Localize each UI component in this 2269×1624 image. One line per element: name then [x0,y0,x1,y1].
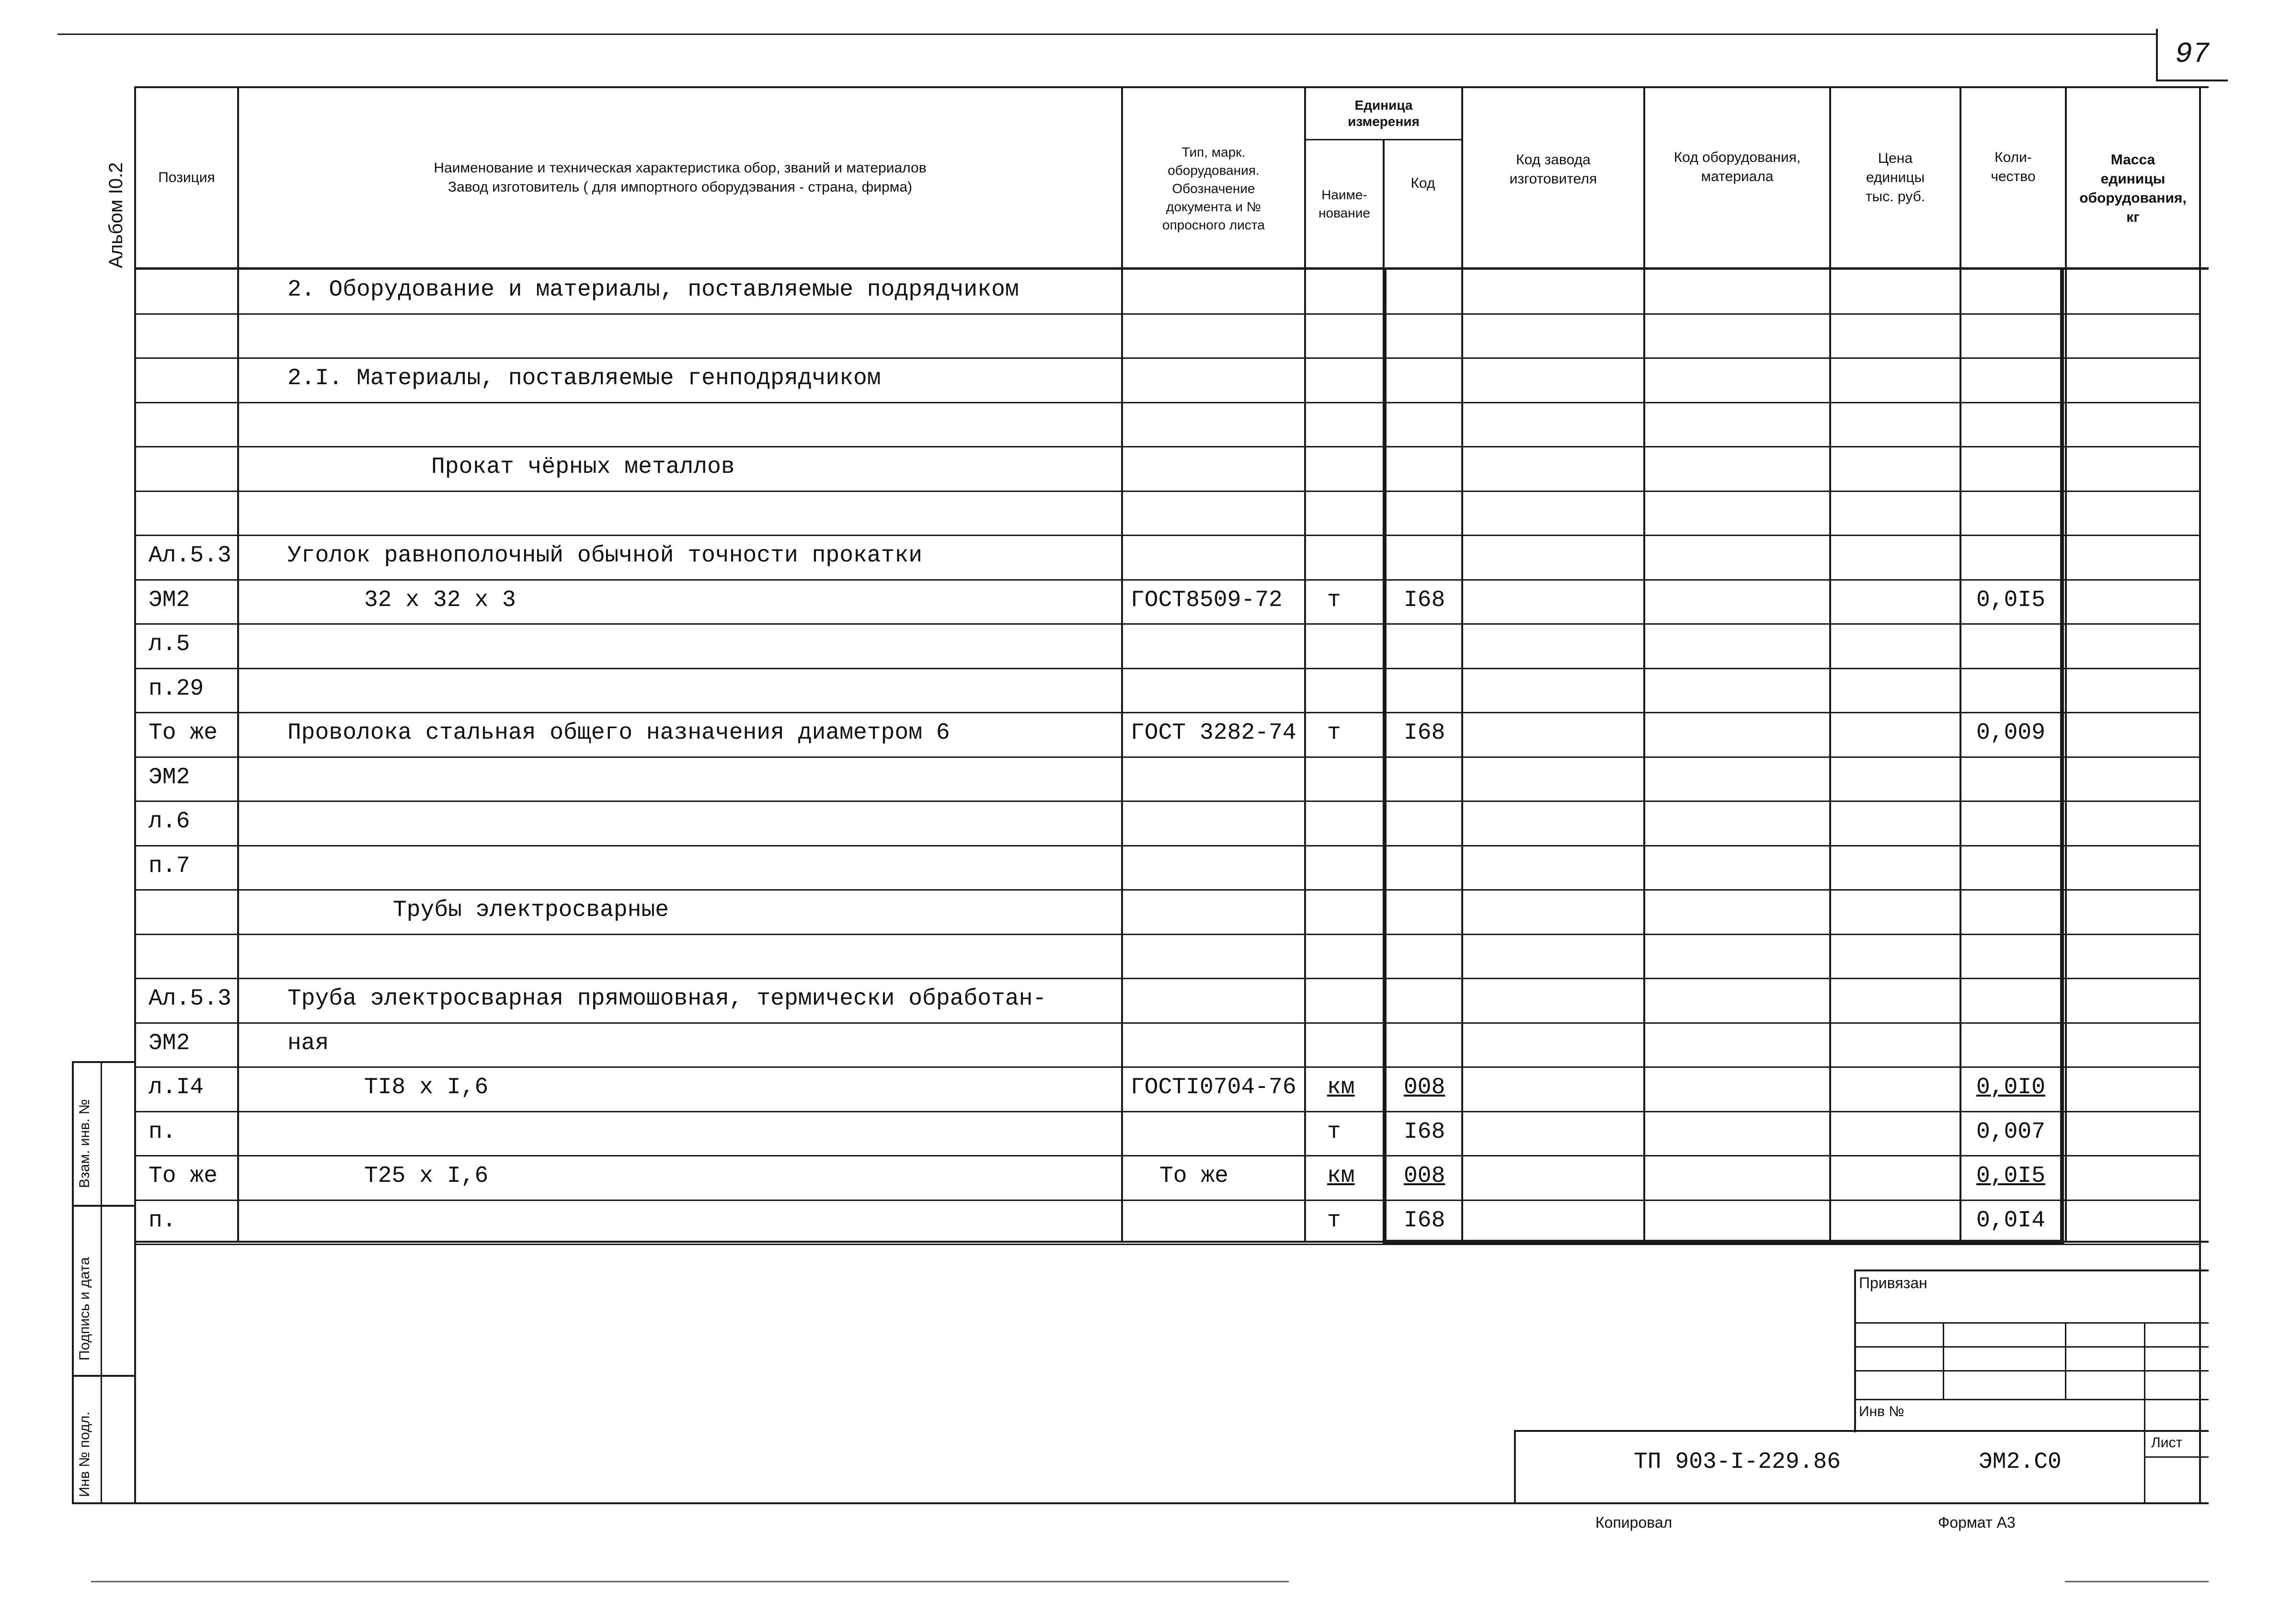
cell-unit: т [1327,1119,1341,1145]
header-unit-code: Код [1410,175,1435,191]
cell-pos: Ал.5.3 [149,986,231,1012]
cell-type: ГОСТ 3282-74 [1131,720,1296,746]
cell-type: ГОСТ8509-72 [1131,587,1283,613]
format-label: Формат А3 [1938,1514,2016,1531]
cell-qty: 0,0I0 [1976,1075,2046,1100]
cell-name: ТI8 х I,6 [364,1075,489,1100]
cell-code: I68 [1404,1119,1445,1145]
cell-pos: л.6 [149,809,190,835]
header-unit-group: Единица измерения [1348,98,1420,129]
cell-code: 008 [1404,1163,1445,1189]
cell-name: Прокат чёрных металлов [431,454,735,480]
cell-type: То же [1159,1163,1229,1189]
doc-code: ТП 903-I-229.86 [1634,1449,1841,1475]
header-unit-name: Наиме- нование [1318,187,1370,220]
cell-code: 008 [1404,1075,1445,1100]
cell-unit: км [1327,1075,1355,1100]
cell-qty: 0,0I5 [1976,1163,2046,1189]
cell-pos: Ал.5.3 [149,543,231,569]
cell-pos: п. [149,1119,176,1145]
cell-unit: т [1327,1208,1341,1234]
podpis-label: Подпись и дата [77,1257,92,1361]
cell-qty: 0,009 [1976,720,2046,746]
vzam-label: Взам. инв. № [77,1099,92,1188]
inv-label: Инв № подл. [77,1411,92,1497]
cell-pos: ЭМ2 [149,1030,190,1056]
header-position: Позиция [158,170,215,185]
cell-name: 32 х 32 х 3 [364,587,516,613]
cell-code: I68 [1404,720,1445,746]
cell-name: Уголок равнополочный обычной точности прокатки [287,543,923,569]
privyazan-label: Привязан [1859,1274,1927,1292]
cell-pos: л.5 [149,631,190,657]
header-name: Наименование и техническая характеристика обор, званий и материалов Завод изготовитель ( для импортного оборудэвания - страна, фирма) [434,160,927,195]
header-mass: Масса единицы оборудования, кг [2079,152,2187,225]
header-price: Цена единицы тыс. руб. [1865,150,1925,205]
cell-pos: п. [149,1208,176,1234]
copied-label: Копировал [1595,1514,1673,1531]
cell-pos: л.I4 [149,1075,204,1100]
page-number: 97 [2175,38,2210,71]
cell-pos: То же [149,1163,218,1189]
list-label: Лист [2151,1435,2183,1451]
cell-qty: 0,0I5 [1976,587,2046,613]
cell-pos: ЭМ2 [149,765,190,790]
cell-unit: км [1327,1163,1355,1189]
inv-no-label: Инв № [1859,1404,1904,1419]
cell-name: 2. Оборудование и материалы, поставляемые подрядчиком [287,277,1019,303]
cell-name: 2.I. Материалы, поставляемые генподрядчиком [287,366,881,391]
cell-pos: То же [149,720,218,746]
cell-code: I68 [1404,587,1445,613]
header-equip-code: Код оборудования, материала [1673,149,1801,184]
cell-unit: т [1327,587,1341,613]
cell-unit: т [1327,720,1341,746]
cell-name: Т25 х I,6 [364,1163,489,1189]
cell-name: Проволока стальная общего назначения диаметром 6 [287,720,950,746]
sheet-code: ЭМ2.С0 [1979,1449,2062,1475]
album-label: Альбом I0.2 [105,162,126,268]
header-plant-code: Код завода изготовителя [1509,152,1597,187]
cell-name: Труба электросварная прямошовная, термически обработан- [287,986,1047,1012]
cell-name: ная [287,1030,329,1056]
cell-code: I68 [1404,1208,1445,1234]
cell-type: ГОСТI0704-76 [1131,1075,1296,1100]
header-type: Тип, марк. оборудования. Обозначение документа и № опросного листа [1162,145,1265,232]
cell-qty: 0,0I4 [1976,1208,2046,1234]
cell-qty: 0,007 [1976,1119,2046,1145]
header-qty: Коли- чество [1991,149,2036,184]
cell-pos: п.29 [149,676,204,702]
cell-pos: ЭМ2 [149,587,190,613]
cell-name: Трубы электросварные [393,897,669,923]
cell-pos: п.7 [149,853,190,879]
